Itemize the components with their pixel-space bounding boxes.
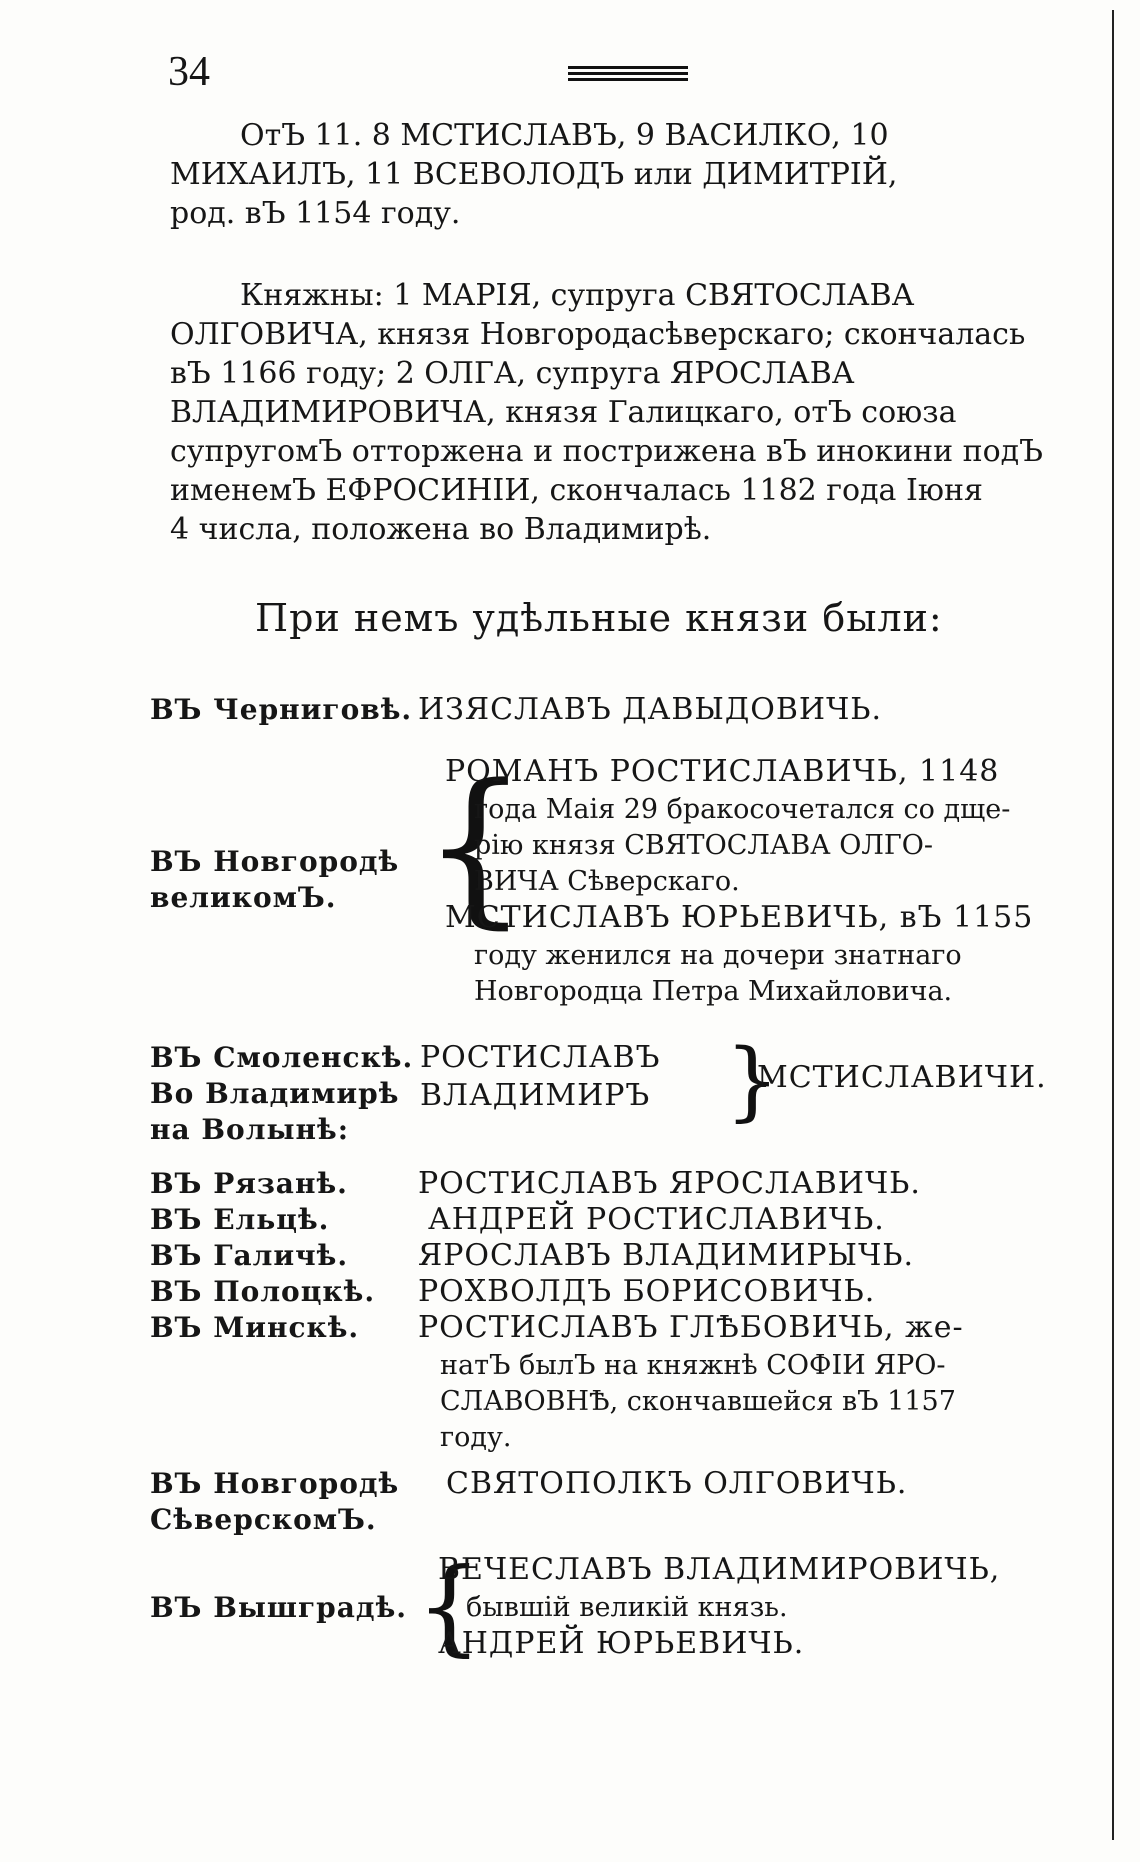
ruler-note: натЪ былЪ на княжнѣ СОФІИ ЯРО- xyxy=(440,1350,946,1381)
ruler-name: ВЕЧЕСЛАВЪ ВЛАДИМИРОВИЧЬ, xyxy=(438,1552,1001,1587)
princesses-line: вЪ 1166 году; 2 ОЛГА, супруга ЯРОСЛАВА xyxy=(170,356,855,391)
polotsk-row xyxy=(0,1274,1140,1314)
place-label: ВЪ Вышградѣ. xyxy=(150,1591,407,1624)
ruler-name: РОСТИСЛАВЪ ЯРОСЛАВИЧЬ. xyxy=(418,1166,921,1201)
left-brace: { xyxy=(422,748,529,944)
princesses-line: ВЛАДИМИРОВИЧА, князя Галицкаго, отЪ союза xyxy=(170,395,957,430)
elets-row xyxy=(0,1202,1140,1242)
ruler-name: РОСТИСЛАВЪ xyxy=(420,1040,661,1075)
minsk-row xyxy=(0,1310,1140,1460)
chernigov-row xyxy=(0,692,1140,732)
place-label: ВЪ Рязанѣ. xyxy=(150,1167,348,1200)
intro-line: ОтЪ 11. 8 МСТИСЛАВЪ, 9 ВАСИЛКО, 10 xyxy=(240,118,889,153)
ruler-note: рію князя СВЯТОСЛАВА ОЛГО- xyxy=(474,830,934,861)
ruler-name: РОСТИСЛАВЪ ГЛѢБОВИЧЬ, же- xyxy=(418,1310,964,1345)
princesses-line: именемЪ ЕФРОСИНІИ, скончалась 1182 года Іюня xyxy=(170,473,983,508)
princesses-line: ОЛГОВИЧА, князя Новгородасѣверскаго; скончалась xyxy=(170,317,1026,352)
ruler-name: МСТИСЛАВЪ ЮРЬЕВИЧЬ, вЪ 1155 xyxy=(445,900,1034,935)
novgorod-seversky-row xyxy=(0,1466,1140,1546)
ruler-note: ВИЧА Сѣверскаго. xyxy=(474,866,740,897)
place-label: ВЪ Черниговѣ. xyxy=(150,693,413,726)
ruler-note: бывшій великій князь. xyxy=(466,1592,788,1623)
ruler-note: году. xyxy=(440,1422,512,1453)
intro-paragraph xyxy=(170,116,1060,233)
place-label: ВЪ Ельцѣ. xyxy=(150,1203,330,1236)
galich-row xyxy=(0,1238,1140,1278)
novgorod-row xyxy=(0,748,1140,1014)
ruler-name: АНДРЕЙ РОСТИСЛАВИЧЬ. xyxy=(428,1202,885,1237)
vyshgorod-row xyxy=(0,1545,1140,1672)
intro-line: род. вЪ 1154 году. xyxy=(170,196,461,231)
left-brace: { xyxy=(416,1545,483,1667)
section-heading: При немъ удѣльные князи были: xyxy=(255,596,943,640)
smolensk-row xyxy=(0,1031,1140,1150)
place-label: Во Владимирѣ на Волынѣ: xyxy=(150,1077,400,1146)
ruler-name: СВЯТОПОЛКЪ ОЛГОВИЧЬ. xyxy=(446,1466,908,1501)
place-label: ВЪ Смоленскѣ. xyxy=(150,1041,414,1074)
ruler-note: года Маія 29 бракосочетался со дще- xyxy=(474,794,1011,825)
ruler-note: Новгородца Петра Михайловича. xyxy=(474,976,953,1007)
right-brace: } xyxy=(725,1031,780,1131)
ruler-name: РОМАНЪ РОСТИСЛАВИЧЬ, 1148 xyxy=(445,754,1000,789)
ruler-name: АНДРЕЙ ЮРЬЕВИЧЬ. xyxy=(438,1626,805,1661)
header-double-rule xyxy=(568,66,688,82)
ruler-name: ЯРОСЛАВЪ ВЛАДИМИРЫЧЬ. xyxy=(418,1238,915,1273)
place-label: ВЪ Минскѣ. xyxy=(150,1311,360,1344)
princesses-line: супругомЪ отторжена и пострижена вЪ инокини подЪ xyxy=(170,434,1043,469)
princesses-paragraph xyxy=(170,276,1060,549)
ruler-note: году женился на дочери знатнаго xyxy=(474,940,962,971)
princesses-line: 4 числа, положена во Владимирѣ. xyxy=(170,512,712,547)
ruler-name: РОХВОЛДЪ БОРИСОВИЧЬ. xyxy=(418,1274,876,1309)
place-label: ВЪ Новгородѣ великомЪ. xyxy=(150,845,400,914)
place-label: ВЪ Новгородѣ СѣверскомЪ. xyxy=(150,1467,400,1536)
place-label: ВЪ Полоцкѣ. xyxy=(150,1275,376,1308)
family-name: МСТИСЛАВИЧИ. xyxy=(757,1060,1047,1095)
intro-line: МИХАИЛЪ, 11 ВСЕВОЛОДЪ или ДИМИТРІЙ, xyxy=(170,157,898,192)
ruler-name: ВЛАДИМИРЪ xyxy=(420,1078,651,1113)
princesses-line: Княжны: 1 МАРІЯ, супруга СВЯТОСЛАВА xyxy=(240,278,915,313)
page-number: 34 xyxy=(168,49,210,95)
ryazan-row xyxy=(0,1166,1140,1206)
ruler-name: ИЗЯСЛАВЪ ДАВЫДОВИЧЬ. xyxy=(418,692,883,727)
ruler-note: СЛАВОВНѢ, скончавшейся вЪ 1157 xyxy=(440,1386,956,1417)
place-label: ВЪ Галичѣ. xyxy=(150,1239,349,1272)
